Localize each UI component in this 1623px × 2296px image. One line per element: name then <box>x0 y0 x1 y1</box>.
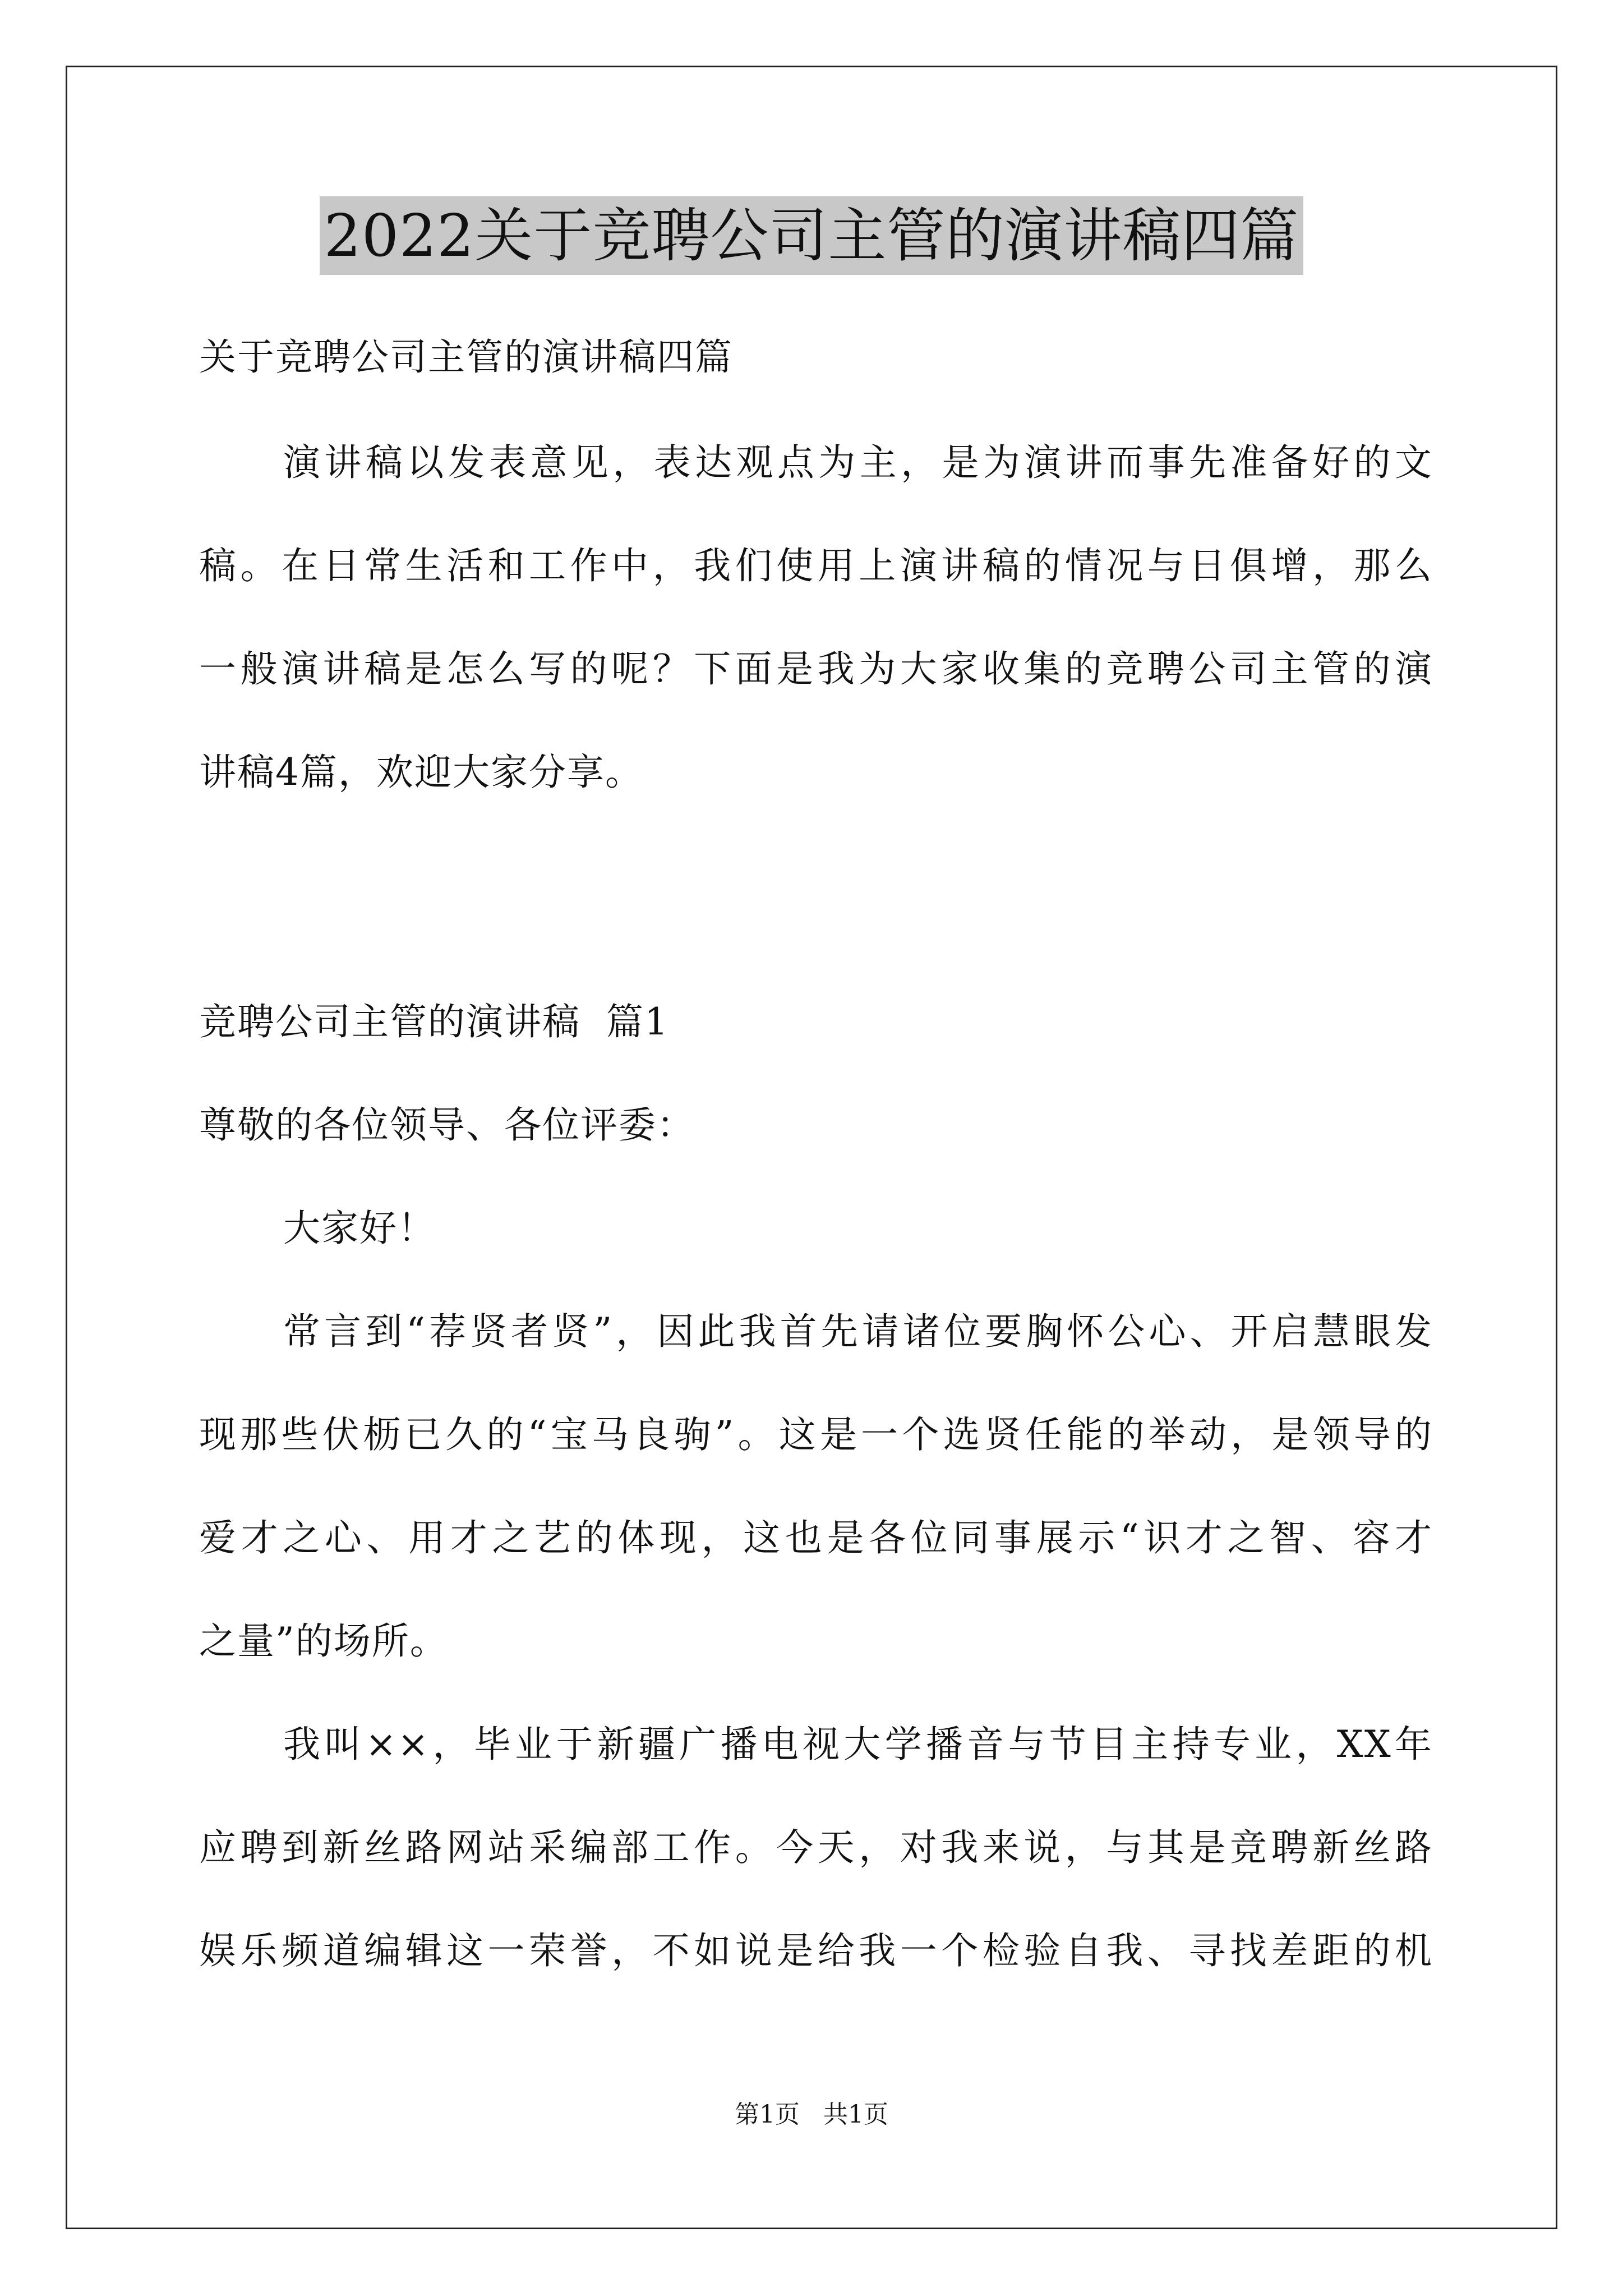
paragraph-line: 应聘到新丝路网站采编部工作。今天，对我来说，与其是竞聘新丝路 <box>199 1826 1433 1869</box>
page-number-total: 共1页 <box>823 2100 888 2129</box>
paragraph-line: 常言到“荐贤者贤”，因此我首先请诸位要胸怀公心、开启慧眼发 <box>283 1310 1433 1353</box>
greeting: 大家好！ <box>283 1207 436 1250</box>
paragraph-line: 娱乐频道编辑这一荣誉，不如说是给我一个检验自我、寻找差距的机 <box>199 1929 1433 1972</box>
paragraph-line: 我叫××，毕业于新疆广播电视大学播音与节目主持专业，XX年 <box>283 1723 1433 1766</box>
intro-line: 讲稿4篇，欢迎大家分享。 <box>199 751 643 794</box>
intro-line: 一般演讲稿是怎么写的呢？下面是我为大家收集的竞聘公司主管的演 <box>199 647 1433 691</box>
intro-line: 演讲稿以发表意见，表达观点为主，是为演讲而事先准备好的文 <box>283 441 1433 484</box>
salutation: 尊敬的各位领导、各位评委： <box>199 1103 695 1147</box>
paragraph-line: 现那些伏枥已久的“宝马良驹”。这是一个选贤任能的举动，是领导的 <box>199 1413 1433 1456</box>
document-title: 2022关于竞聘公司主管的演讲稿四篇 <box>320 196 1304 275</box>
section-heading: 竞聘公司主管的演讲稿 篇1 <box>199 1000 669 1043</box>
page-number-current: 第1页 <box>735 2100 800 2129</box>
intro-paragraph <box>199 411 1433 824</box>
intro-line: 稿。在日常生活和工作中，我们使用上演讲稿的情况与日俱增，那么 <box>199 544 1433 587</box>
section-1 <box>199 970 1433 2003</box>
page-footer <box>0 2098 1623 2132</box>
paragraph-line: 爱才之心、用才之艺的体现，这也是各位同事展示“识才之智、容才 <box>199 1516 1433 1559</box>
document-body <box>199 306 1433 409</box>
document-subtitle: 关于竞聘公司主管的演讲稿四篇 <box>199 335 733 379</box>
paragraph-line: 之量”的场所。 <box>199 1619 448 1663</box>
title-container <box>0 196 1623 275</box>
